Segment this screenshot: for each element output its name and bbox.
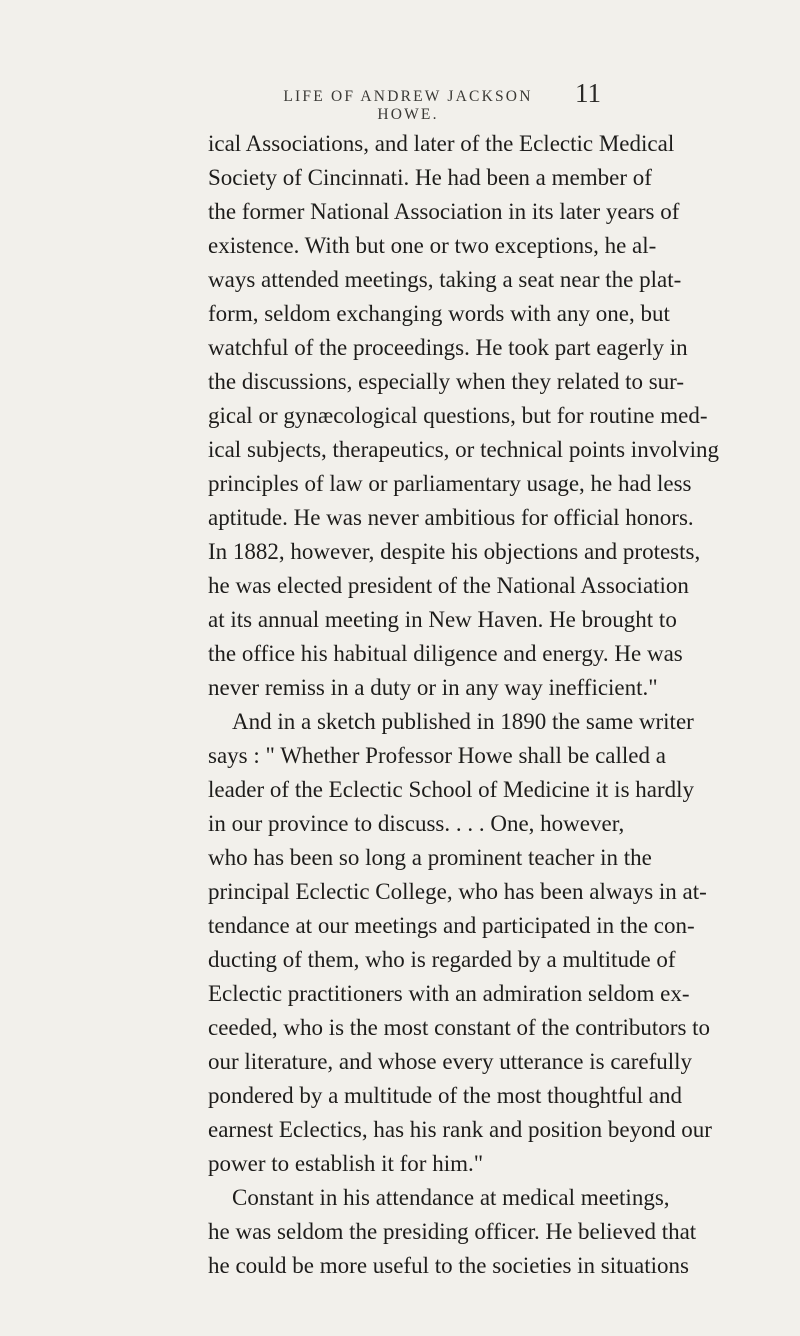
text-line: the office his habitual diligence and energy. He was	[208, 641, 683, 666]
text-line: earnest Eclectics, has his rank and position beyond our	[208, 1117, 712, 1142]
text-line: never remiss in a duty or in any way inefficient."	[208, 675, 658, 700]
text-line: existence. With but one or two exceptions, he al-	[208, 233, 657, 258]
text-line: at its annual meeting in New Haven. He brought to	[208, 607, 677, 632]
text-line: Constant in his attendance at medical meetings,	[232, 1185, 670, 1210]
text-line: And in a sketch published in 1890 the same writer	[232, 709, 694, 734]
text-line: form, seldom exchanging words with any one, but	[208, 301, 670, 326]
text-line: ical Associations, and later of the Eclectic Medical	[208, 131, 675, 156]
text-line: tendance at our meetings and participated in the con-	[208, 913, 695, 938]
text-line: who has been so long a prominent teacher in the	[208, 845, 652, 870]
text-line: ceeded, who is the most constant of the contributors to	[208, 1015, 711, 1040]
text-line: gical or gynæcological questions, but for routine med-	[208, 403, 708, 428]
text-line: he was elected president of the National Association	[208, 573, 689, 598]
text-line: leader of the Eclectic School of Medicine it is hardly	[208, 777, 695, 802]
text-line: ways attended meetings, taking a seat near the plat-	[208, 267, 682, 292]
text-line: pondered by a multitude of the most thoughtful and	[208, 1083, 682, 1108]
text-line: principles of law or parliamentary usage, he had less	[208, 471, 692, 496]
text-line: power to establish it for him."	[208, 1151, 484, 1176]
text-line: watchful of the proceedings. He took part eagerly in	[208, 335, 688, 360]
text-line: principal Eclectic College, who has been always in at-	[208, 879, 707, 904]
text-line: the discussions, especially when they related to sur-	[208, 369, 685, 394]
text-line: In 1882, however, despite his objections and protests,	[208, 539, 701, 564]
text-line: the former National Association in its later years of	[208, 199, 680, 224]
running-head: LIFE OF ANDREW JACKSON HOWE.	[283, 88, 533, 123]
text-line: he could be more useful to the societies in situations	[208, 1253, 689, 1278]
text-line: Society of Cincinnati. He had been a member of	[208, 165, 652, 190]
text-line: in our province to discuss. . . . One, however,	[208, 811, 625, 836]
page-number: 11	[575, 78, 601, 108]
text-line: he was seldom the presiding officer. He believed that	[208, 1219, 697, 1244]
text-line: ical subjects, therapeutics, or technical points involving	[208, 437, 719, 462]
text-line: says : " Whether Professor Howe shall be called a	[208, 743, 666, 768]
text-line: our literature, and whose every utterance is carefully	[208, 1049, 693, 1074]
text-line: ducting of them, who is regarded by a multitude of	[208, 947, 676, 972]
text-line: Eclectic practitioners with an admiration seldom ex-	[208, 981, 690, 1006]
text-line: aptitude. He was never ambitious for official honors.	[208, 505, 694, 530]
